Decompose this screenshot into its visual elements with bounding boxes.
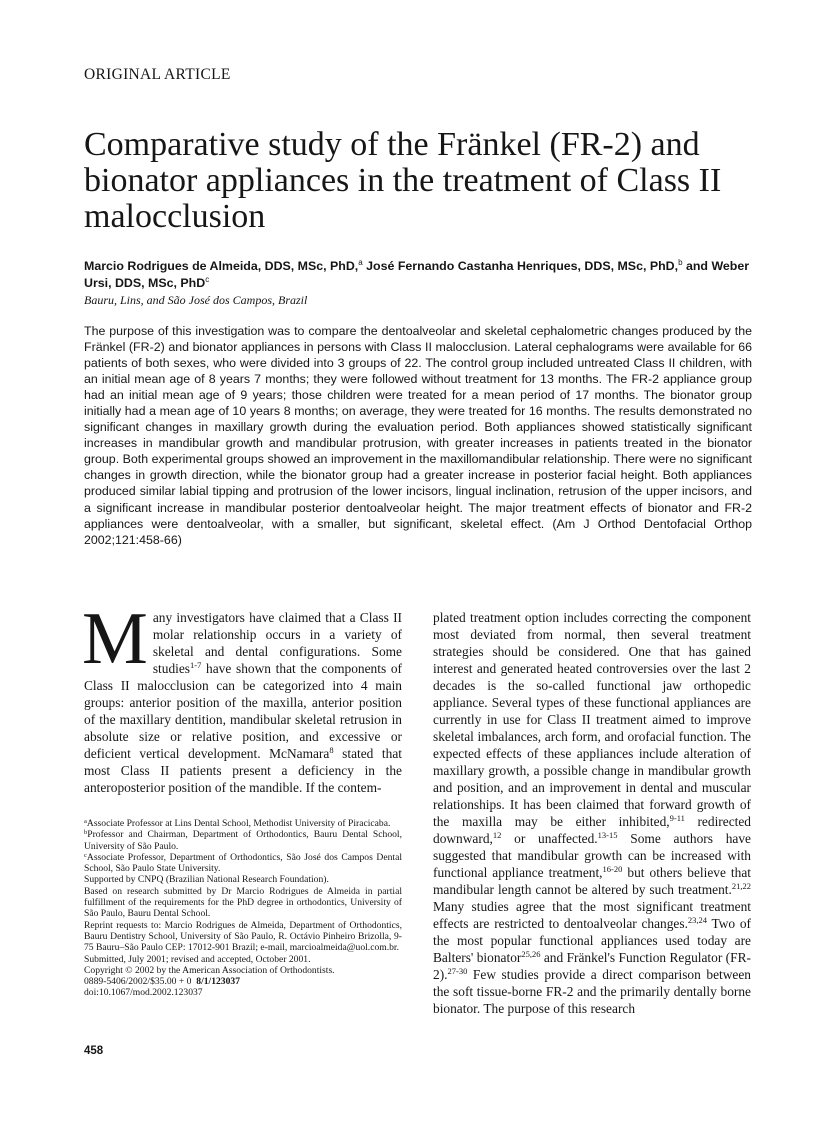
citation: 21,22: [731, 881, 751, 891]
footnote-marker: b: [84, 829, 88, 837]
author-1: Marcio Rodrigues de Almeida, DDS, MSc, PhD,: [84, 259, 359, 273]
citation: 16-20: [602, 864, 623, 874]
footnote-reprint-requests: Reprint requests to: Marcio Rodrigues de Almeida, Department of Orthodontics, Bauru Dentistry School, University of São Paulo, R. Octávio Pinheiro Brizolla, 9-75 Bauru–São Paulo CEP: 17012-901 Brazil; e-mail, marcioalmeida@uol.com.br.: [84, 919, 402, 954]
footnote-marker: a: [84, 818, 87, 825]
body-column-right: [433, 609, 751, 1017]
author-2-affiliation: b: [678, 258, 683, 267]
body-text: but others believe that mandibular length cannot be altered by such treatment.: [433, 865, 751, 897]
citation: 1-7: [190, 660, 202, 670]
body-text: redirected downward,: [433, 814, 751, 846]
footnote-text: Associate Professor, Department of Orthodontics, São José dos Campos Dental School, São Paulo State University.: [84, 851, 402, 875]
body-text: any investigators have claimed that a Class II molar relationship occurs in a variety of skeletal and dental configurations. Some studies: [152, 610, 402, 676]
footnote-doi: doi:10.1067/mod.2002.123037: [84, 987, 203, 999]
body-text: Some authors have suggested that mandibular growth can be increased with functional appliance treatment,: [433, 831, 751, 880]
body-text: plated treatment option includes correcting the component most deviated from normal, then several treatment strategies should be considered. One that has gained interest and generated heated controversies over the last 2 decades is the so-called functional jaw orthopedic appliance. Several types of these functional appliances are currently in use for Class II treatment aimed to improve skeletal imbalances, arch form, and orofacial function. The expected effects of these appliances include alteration of maxillary growth, a possible change in mandibular growth and position, and an improvement in dental and muscular relationships. It has been claimed that forward growth of the maxilla may be either inhibited,: [433, 610, 751, 829]
footnote-submitted: Submitted, July 2001; revised and accepted, October 2001.: [84, 953, 311, 965]
issn-code: 8/1/123037: [196, 976, 240, 988]
body-text: and Fränkel's Function Regulator (FR-2).: [433, 950, 751, 982]
footnote-based-on: Based on research submitted by Dr Marcio Rodrigues de Almeida in partial fulfillment of the requirements for the PhD degree in orthodontics, University of São Paulo, Bauru Dental School.: [84, 885, 402, 920]
section-label: ORIGINAL ARTICLE: [84, 66, 231, 83]
drop-cap: M: [82, 598, 148, 680]
body-text: have shown that the components of Class II malocclusion can be categorized into 4 main groups: anterior position of the maxilla, anterior position of the maxillary dentition, mandibular skeletal retrusion in absolute size or relative position, and excessive or deficient vertical development. McNamara: [84, 661, 402, 761]
body-text: Many studies agree that the most significant treatment effects are restricted to dentoalveolar changes.: [433, 899, 751, 931]
author-2: José Fernando Castanha Henriques, DDS, MSc, PhD,: [362, 259, 679, 273]
citation: 25,26: [521, 949, 541, 959]
author-1-affiliation: a: [358, 258, 363, 267]
footnote-affiliation-a: [84, 818, 402, 829]
author-location: Bauru, Lins, and São José dos Campos, Brazil: [84, 293, 308, 307]
footnote-issn: [84, 976, 402, 987]
citation: 12: [492, 830, 502, 840]
footnote-text: Associate Professor at Lins Dental School, Methodist University of Piracicaba.: [86, 818, 391, 829]
footnote-text: Professor and Chairman, Department of Orthodontics, Bauru Dental School, University of São Paulo.: [84, 829, 402, 852]
body-column-left: [82, 598, 402, 796]
abstract: The purpose of this investigation was to compare the dentoalveolar and skeletal cephalometric changes produced by the Fränkel (FR-2) and bionator appliances in persons with Class II malocclusion. Lateral cephalograms were available for 66 patients of both sexes, who were divided into 3 groups of 22. The control group included untreated Class II children, with an initial mean age of 8 years 7 months; they were followed without treatment for 13 months. The FR-2 appliance group had an initial mean age of 9 years; those children were treated for a mean period of 17 months. The bionator group initially had a mean age of 10 years 8 months; on average, they were treated for 16 months. The results demonstrated no significant changes in maxillary growth during the evaluation period. Both appliances showed statistically significant increases in mandibular growth and mandibular protrusion, with greater increases in patients treated in the bionator group. Both experimental groups showed an improvement in the maxillomandibular relationship. There were no significant changes in growth direction, while the bionator group had a greater increase in posterior facial height. Both appliances produced similar labial tipping and protrusion of the lower incisors, lingual inclination, retrusion of the upper incisors, and a significant increase in mandibular posterior dentoalveolar height. The major treatment effects of bionator and FR-2 appliances were dentoalveolar, with a smaller, but significant, skeletal effect. (Am J Orthod Dentofacial Orthop 2002;121:458-66): [84, 324, 752, 547]
author-3-affiliation: c: [205, 275, 210, 284]
issn-text: 0889-5406/2002/$35.00 + 0: [84, 976, 192, 988]
footnote-affiliation-b: [84, 829, 402, 852]
citation: 8: [329, 745, 334, 755]
body-text: or unaffected.: [501, 831, 598, 846]
footnote-copyright: Copyright © 2002 by the American Association of Orthodontists.: [84, 964, 335, 976]
footnotes: [84, 818, 402, 999]
page-number: 458: [84, 1045, 104, 1057]
citation: 23,24: [687, 915, 708, 925]
body-text: Two of the most popular functional appliances used today are Balters' bionator: [433, 916, 751, 965]
footnote-support: Supported by CNPQ (Brazilian National Research Foundation).: [84, 874, 329, 886]
citation: 13-15: [597, 830, 618, 840]
author-3: and Weber Ursi, DDS, MSc, PhD: [84, 259, 750, 290]
footnote-affiliation-c: [84, 852, 402, 875]
body-paragraph: [82, 598, 402, 796]
body-paragraph: [433, 609, 751, 1017]
citation: 9-11: [669, 813, 685, 823]
footnote-marker: c: [84, 851, 87, 859]
citation: 27-30: [447, 966, 468, 976]
body-text: stated that most Class II patients present a deficiency in the anteroposterior position of the mandible. If the contem-: [84, 746, 402, 795]
article-title: Comparative study of the Fränkel (FR-2) and bionator appliances in the treatment of Class II malocclusion: [84, 126, 722, 235]
body-text: Few studies provide a direct comparison between the soft tissue-borne FR-2 and the primarily dentally borne bionator. The purpose of this research: [433, 967, 751, 1016]
author-list: [84, 258, 764, 292]
